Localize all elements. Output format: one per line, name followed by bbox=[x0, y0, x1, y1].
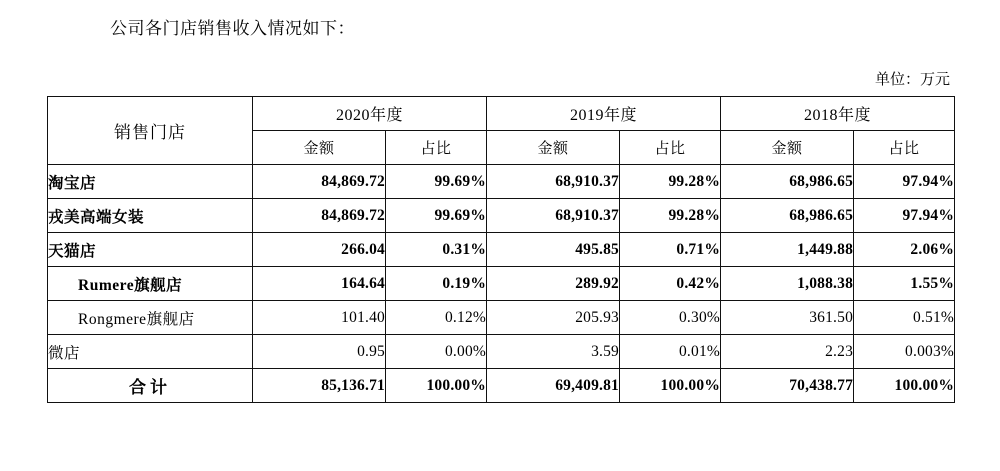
row-cell: 0.95 bbox=[253, 335, 386, 369]
row-store-label: 天猫店 bbox=[48, 233, 253, 267]
intro-paragraph: 公司各门店销售收入情况如下： bbox=[110, 19, 355, 38]
row-cell: 0.51% bbox=[854, 301, 955, 335]
row-cell: 0.003% bbox=[854, 335, 955, 369]
row-store-label: Rongmere旗舰店 bbox=[48, 301, 253, 335]
row-store-label: 戎美高端女装 bbox=[48, 199, 253, 233]
row-cell: 0.01% bbox=[620, 335, 721, 369]
row-store-label: Rumere旗舰店 bbox=[48, 267, 253, 301]
row-cell: 101.40 bbox=[253, 301, 386, 335]
row-cell: 1.55% bbox=[854, 267, 955, 301]
row-cell: 99.69% bbox=[386, 165, 487, 199]
table-header bbox=[48, 97, 955, 165]
table-row bbox=[48, 233, 955, 267]
row-cell: 0.71% bbox=[620, 233, 721, 267]
row-cell: 164.64 bbox=[253, 267, 386, 301]
table-header-row-years bbox=[48, 97, 955, 131]
row-cell: 1,449.88 bbox=[721, 233, 854, 267]
header-ratio-2020: 占比 bbox=[386, 131, 487, 165]
row-cell: 99.28% bbox=[620, 199, 721, 233]
row-cell: 0.30% bbox=[620, 301, 721, 335]
header-ratio-2018: 占比 bbox=[854, 131, 955, 165]
row-store-label: 微店 bbox=[48, 335, 253, 369]
row-cell: 84,869.72 bbox=[253, 199, 386, 233]
row-cell: 289.92 bbox=[487, 267, 620, 301]
table-body bbox=[48, 165, 955, 403]
total-cell: 69,409.81 bbox=[487, 369, 620, 403]
row-cell: 0.12% bbox=[386, 301, 487, 335]
table-row bbox=[48, 335, 955, 369]
header-amount-2018: 金额 bbox=[721, 131, 854, 165]
sales-table-container bbox=[47, 96, 955, 403]
row-cell: 205.93 bbox=[487, 301, 620, 335]
sales-by-store-table bbox=[47, 96, 955, 403]
header-store-column: 销售门店 bbox=[48, 97, 253, 165]
row-cell: 84,869.72 bbox=[253, 165, 386, 199]
total-cell: 100.00% bbox=[386, 369, 487, 403]
header-amount-2020: 金额 bbox=[253, 131, 386, 165]
row-cell: 361.50 bbox=[721, 301, 854, 335]
row-cell: 2.06% bbox=[854, 233, 955, 267]
table-row bbox=[48, 199, 955, 233]
row-cell: 99.69% bbox=[386, 199, 487, 233]
row-cell: 97.94% bbox=[854, 165, 955, 199]
total-cell: 85,136.71 bbox=[253, 369, 386, 403]
header-year-2019: 2019年度 bbox=[487, 97, 721, 131]
table-row bbox=[48, 267, 955, 301]
row-cell: 266.04 bbox=[253, 233, 386, 267]
total-cell: 100.00% bbox=[620, 369, 721, 403]
row-store-label: 淘宝店 bbox=[48, 165, 253, 199]
header-amount-2019: 金额 bbox=[487, 131, 620, 165]
row-cell: 68,986.65 bbox=[721, 199, 854, 233]
total-cell: 100.00% bbox=[854, 369, 955, 403]
row-cell: 0.42% bbox=[620, 267, 721, 301]
row-cell: 3.59 bbox=[487, 335, 620, 369]
row-cell: 68,910.37 bbox=[487, 165, 620, 199]
table-row bbox=[48, 301, 955, 335]
unit-note: 单位：万元 bbox=[874, 72, 950, 88]
row-cell: 495.85 bbox=[487, 233, 620, 267]
table-total-row bbox=[48, 369, 955, 403]
header-year-2018: 2018年度 bbox=[721, 97, 955, 131]
row-cell: 97.94% bbox=[854, 199, 955, 233]
row-cell: 99.28% bbox=[620, 165, 721, 199]
total-cell: 70,438.77 bbox=[721, 369, 854, 403]
row-cell: 2.23 bbox=[721, 335, 854, 369]
row-cell: 0.31% bbox=[386, 233, 487, 267]
header-year-2020: 2020年度 bbox=[253, 97, 487, 131]
total-label: 合计 bbox=[48, 369, 253, 403]
header-ratio-2019: 占比 bbox=[620, 131, 721, 165]
row-cell: 1,088.38 bbox=[721, 267, 854, 301]
row-cell: 68,986.65 bbox=[721, 165, 854, 199]
table-row bbox=[48, 165, 955, 199]
row-cell: 68,910.37 bbox=[487, 199, 620, 233]
row-cell: 0.00% bbox=[386, 335, 487, 369]
row-cell: 0.19% bbox=[386, 267, 487, 301]
